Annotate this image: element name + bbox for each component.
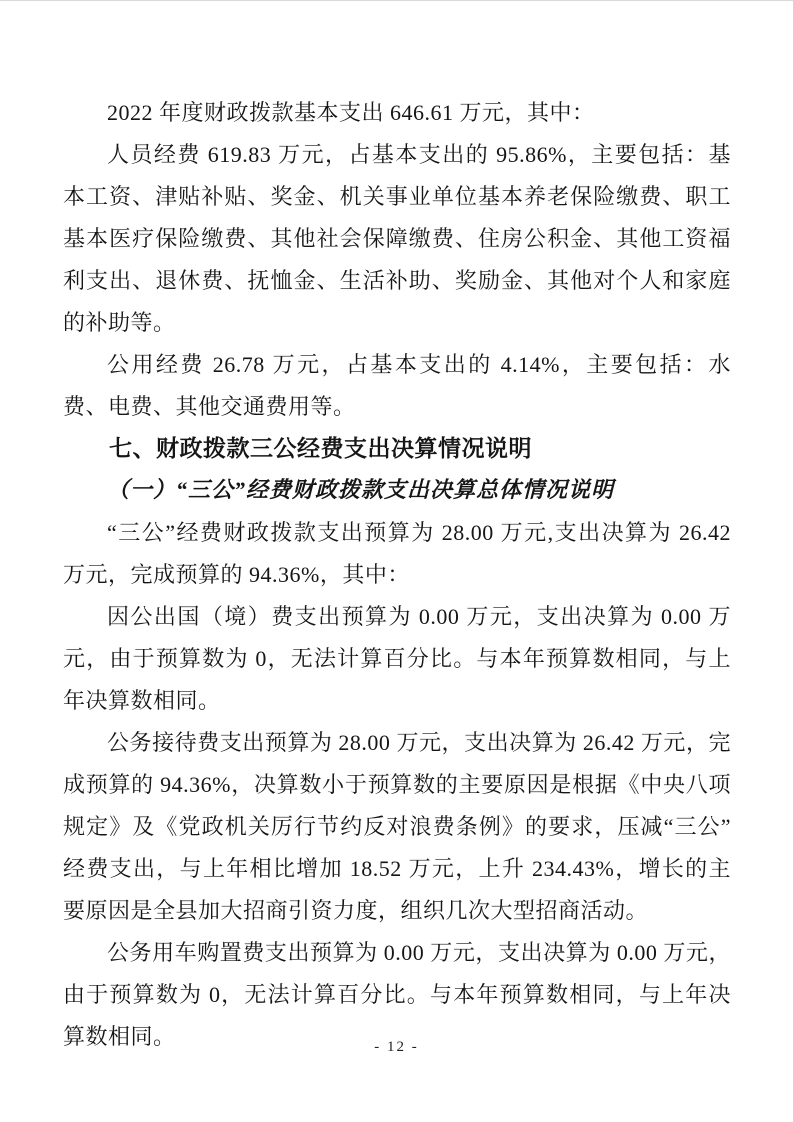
para-personnel-funds: 人员经费 619.83 万元，占基本支出的 95.86%，主要包括：基本工资、津贴补贴、奖金、机关事业单位基本养老保险缴费、职工基本医疗保险缴费、其他社会保障缴费、住房公积金、其他工资福利支出、退休费、抚恤金、生活补助、奖励金、其他对个人和家庭的补助等。 xyxy=(63,142,731,335)
page-content xyxy=(63,92,731,1058)
para-basic-expenditure-total: 2022 年度财政拨款基本支出 646.61 万元，其中： xyxy=(107,100,595,125)
heading-subsection-one: （一）“三公”经费财政拨款支出决算总体情况说明 xyxy=(107,477,615,502)
para-vehicle-purchase-expense: 公务用车购置费支出预算为 0.00 万元，支出决算为 0.00 万元，由于预算数为 0，无法计算百分比。与本年预算数相同，与上年决算数相同。 xyxy=(63,940,731,1049)
para-overseas-travel-expense: 因公出国（境）费支出预算为 0.00 万元，支出决算为 0.00 万元，由于预算数为 0，无法计算百分比。与本年预算数相同，与上年决算数相同。 xyxy=(63,604,731,713)
para-public-funds: 公用经费 26.78 万元，占基本支出的 4.14%，主要包括：水费、电费、其他交通费用等。 xyxy=(63,352,731,419)
para-official-reception-expense: 公务接待费支出预算为 28.00 万元，支出决算为 26.42 万元，完成预算的 94.36%，决算数小于预算数的主要原因是根据《中央八项规定》及《党政机关厉行节约反对浪费条例》的要求，压减“三公”经费支出，与上年相比增加 18.52 万元，上升 234.43%，增长的主要原因是全县加大招商引资力度，组织几次大型招商活动。 xyxy=(63,730,731,923)
heading-section-seven: 七、财政拨款三公经费支出决算情况说明 xyxy=(109,435,532,461)
para-three-public-overview: “三公”经费财政拨款支出预算为 28.00 万元,支出决算为 26.42 万元，完成预算的 94.36%，其中： xyxy=(63,520,731,587)
scan-edge-artifact xyxy=(0,0,793,1)
page-number: - 12 - xyxy=(374,1039,419,1055)
